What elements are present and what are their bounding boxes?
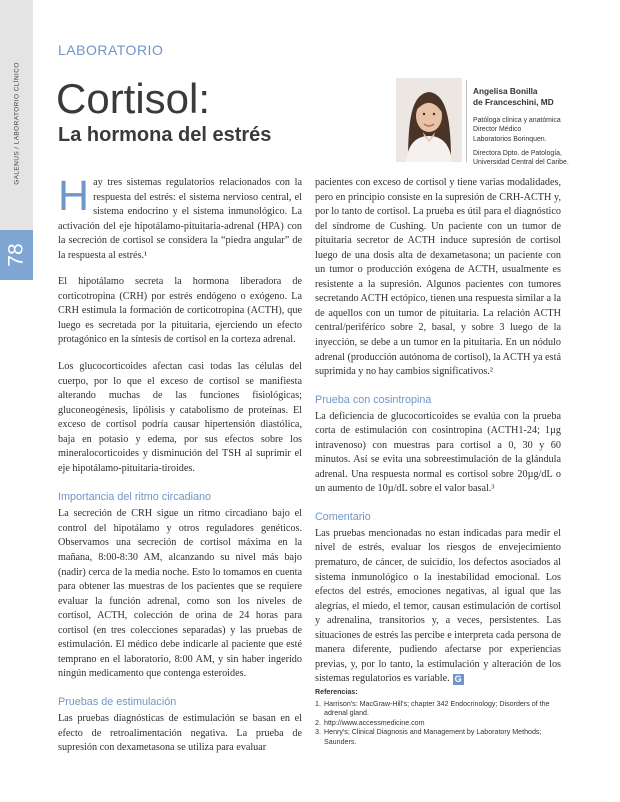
section-heading: Importancia del ritmo circadiano [58, 491, 212, 504]
reference-link[interactable]: http://www.accessmedicine.com [324, 718, 425, 727]
author-role-primary: Patóloga clínica y anatómica Director Médico Laboratorios Borinquen. [473, 117, 561, 143]
author-portrait-image [396, 78, 462, 162]
section-label: LABORATORIO [58, 42, 164, 58]
references-title: Referencias: [315, 688, 358, 696]
page-number: 78 [4, 243, 28, 267]
body-paragraph: Las pruebas diagnósticas de estimulación se basan en el efecto de retroalimentación negativa. La prueba de supresión con dexametasona se utiliza para evaluar [58, 712, 302, 754]
sidebar [0, 0, 33, 802]
article-title: Cortisol: [56, 75, 211, 122]
body-paragraph: Los glucocorticoides afectan casi todas las células del cuerpo, por lo que el exceso de cortisol se manifiesta alterando muchas de las funciones fisiológicas; gluconeogénesis, lipólisis y catabolismo de proteínas. El exceso de cortisol podría causar hipertensión diastólica, baja en potasio y edema, por sus efectos sobre los mineralocorticoides y disminución del TSH al suprimir el eje hipotálamo-pituitaria-tiroides. [58, 361, 302, 474]
author-photo [396, 78, 462, 162]
body-paragraph: Las pruebas mencionadas no estan indicadas para medir el nivel de estrés, evaluar los riesgos de envejecimiento prematuro, de cáncer, de suicidio, los defectos asociados al sistema inmunológico o la inestabilidad emocional. Los efectos del estrés, emociones negativas, al igual que las alegrías, el miedo, el temor, causan estimulación de cortisol y adrenalina, transitorios y, a veces, persistentes. Las situaciones de estrés las percibe e interpreta cada persona de manera diferente, pudiendo afectarse por experiencias previas, y, por lo tanto, la estimulación y alteración de los sistemas regulatorios es variable. G [315, 527, 561, 685]
end-mark-icon: G [454, 674, 462, 685]
reference-item: 3. Henry's; Clinical Diagnosis and Management by Laboratory Methods; Saunders. [315, 728, 542, 746]
body-paragraph: pacientes con exceso de cortisol y tiene varias modalidades, pero en principio consiste en la supresión de CRH-ACTH y, por lo tanto de cortisol. La prueba es útil para el diagnóstico del síndrome de Cushing. Un paciente con un tumor de pituitaria secretor de ACTH induce supresión de cortisol luego de una dosis alta de dexametasona; un paciente con un tumor o producción exógena de ACTH, usualmente es resistente a la supresión. Algunos pacientes con tumores secretando ACTH ectópico, tienen una respuesta similar a la de aquellos con un tumor de pituitaria. La relación ACTH central/periférico sobre 2, basal, y sobre 3 luego de la inyección, se debe a un tumor en la pituitaria. En un nódulo adrenal (producción autónoma de cortisol), la ACTH ya está suprimida y no hay cambios significativos.² [315, 177, 561, 378]
section-heading: Pruebas de estimulación [58, 695, 177, 708]
references [315, 688, 561, 748]
author-block [473, 86, 613, 167]
body-paragraph: La secreción de CRH sigue un ritmo circadiano bajo el control del hipotálamo y otros reguladores genéticos. Observamos una secreción de cortisol máxima en la mañana, 8:00-8:30 AM, alcanzando su nivel más bajo (nadir) cerca de la media noche. Esto lo tomamos en cuenta para obtener las muestras de los pacientes que se requiere evaluar la función adrenal, como son los niveles de cortisol, ACTH, colección de orina de 24 horas para cortisol (en tres colecciones separadas) y las pruebas de estimulación. El médico debe indicarle al paciente que esté temprano en el laboratorio, 8:00 AM, y sin haber ingerido ningún medicamento que contenga esteroides. [58, 508, 302, 680]
reference-item: 1. Harrison's: MacGraw-Hill's; chapter 342 Endocrinology; Disorders of the adrenal gland. [315, 699, 550, 718]
body-paragraph: El hipotálamo secreta la hormona liberadora de corticotropina (CRH) por estrés endógeno o exógeno. La CRH estimula la formación de corticotropina (ACTH), que luego es secretada por la pituitaria, ejerciendo un efecto protagónico en la síntesis de cortisol en la corteza adrenal. [58, 276, 302, 346]
author-role-secondary: Directora Dpto. de Patología, Universidad Central del Caribe. [473, 149, 569, 167]
column-left [58, 172, 302, 768]
author-divider [466, 80, 467, 162]
article-subtitle: La hormona del estrés [58, 124, 272, 146]
running-header: GALENUS / LABORATORIO CLÍNICO [13, 62, 21, 185]
author-name: Angelisa Bonilla de Franceschini, MD [473, 86, 554, 107]
drop-cap: H [58, 172, 90, 220]
intro-paragraph: Hay tres sistemas regulatorios relacionados con la respuesta del estrés: el sistema nervioso central, el sistema endocrino y el sistema inmunológico. La activación del eje hipotálamo-pituitaria-adrenal (HPA) con la secreción de cortisol se considera la “piedra angular” de la respuesta al estrés.¹ [58, 172, 302, 261]
reference-item: 2. http://www.accessmedicine.com [315, 718, 425, 727]
column-right [315, 176, 561, 699]
section-heading: Prueba con cosintropina [315, 393, 432, 406]
section-heading: Comentario [315, 510, 371, 523]
body-paragraph: La deficiencia de glucocorticoides se evalúa con la prueba corta de estimulación con cosintropina (ACTH1-24; 1µg intravenoso) con muestras para cortisol a 0, 30 y 60 minutos. Así se evita una sobreestimulación de la glándula adrenal. Una respuesta normal es cortisol sobre 20µg/dL o un aumento de 10µ/dL sobre el valor basal.³ [315, 410, 561, 495]
